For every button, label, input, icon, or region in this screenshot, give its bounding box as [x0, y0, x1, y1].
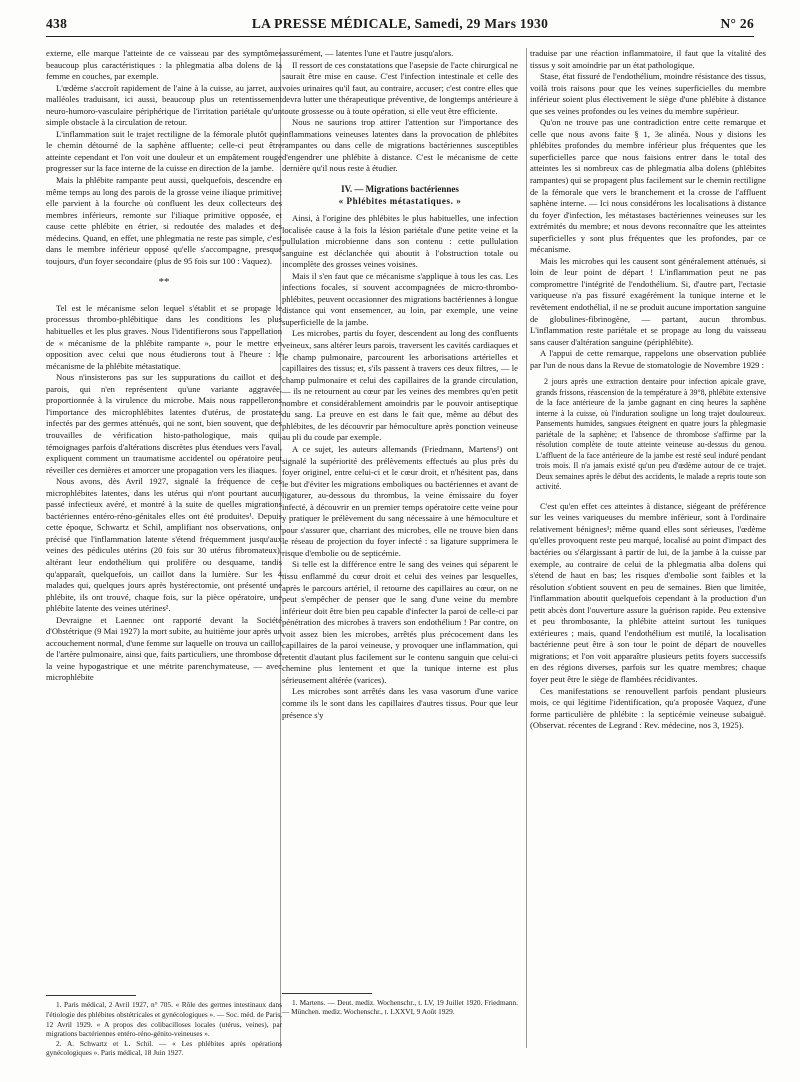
- paragraph: L'inflammation suit le trajet rectiligne de la fémorale plutôt que le chemin détourné de la saphène affluente; celle-ci peut être atteinte cependant et l'on voit une douleur et un empâtement rouge progresser sur la face interne de la cuisse en direction de la jambe.: [46, 128, 282, 174]
- paragraph: assurément, — latentes l'une et l'autre jusqu'alors.: [282, 48, 454, 58]
- section-title: IV. — Migrations bactériennes: [341, 184, 459, 195]
- column-divider: [526, 48, 527, 1048]
- paragraph: traduise par une réaction inflammatoire, il faut que la vitalité des tissus y soit amoindrie par un état pathologique.: [530, 48, 766, 70]
- paragraph: A l'appui de cette remarque, rappelons une observation publiée par l'un de nous dans la Revue de stomatologie de Novembre 1929 :: [530, 348, 766, 370]
- column-left: [46, 48, 282, 1080]
- paragraph: Stase, état fissuré de l'endothélium, moindre résistance des tissus, voilà trois raisons pour que les veines superficielles du membre inférieur soient plus électivement le siège d'une phlébite à distance que ses veines profondes ou les veines du membre supérieur.: [530, 71, 766, 116]
- issue-number: N° 26: [720, 16, 754, 31]
- paragraph: Il ressort de ces constatations que l'asepsie de l'acte chirurgical ne saurait être mise en cause. C'est l'infection intestinale et celle des voies urinaires qu'il faut, au contraire, accuser; c'est contre elles que devra lutter une thérapeutique préventive, de longtemps antérieure à toute grossesse ou à toute opération, si elle veut être efficiente.: [282, 59, 518, 116]
- paragraph: Devraigne et Laennec ont rapporté devant la Société d'Obstétrique (9 Mai 1927) la mort subite, au huitième jour après un accouchement normal, d'une femme sur laquelle on trouva un caillot de l'artère pulmonaire, ainsi que, faits particuliers, une thrombose de la veine hypogastrique et une métrite parenchymateuse, — avec microphlébite: [46, 614, 282, 683]
- section-separator: **: [158, 276, 170, 289]
- paragraph: Qu'on ne trouve pas une contradiction entre cette remarque et celle que nous avons faite § 1, 3e alinéa. Nous y disions les phlébites profondes du membre inférieur plus fréquentes que les superficielles parce que nous faisions entrer dans le total des atteintes les si nombreux cas de phlegmatia alba dolens (phlébites rampantes) qui se propagent plus facilement sur le chemin rectiligne de la fémorale que vers le branchement et la crosse de l'affluent saphène interne. — Ici nous considérons les localisations à distance du foyer d'infection, les métastases bactériennes veineuses sur les extrémités du membre; et nous devons reconnaître que les atteintes superficielles y sont plus fréquentes que les profondes, par ce mécanisme.: [530, 117, 766, 255]
- journal-title: LA PRESSE MÉDICALE, Samedi, 29 Mars 1930: [251, 16, 549, 31]
- footnotes: [282, 985, 518, 1017]
- column-right: [530, 48, 766, 732]
- case-observation: [536, 377, 766, 493]
- observation-text: 2 jours après une extraction dentaire pour infection apicale grave, grands frissons, réascension de la température à 39°8, phlébite extensive de la face antérieure de la jambe gagnant en cinq heures la saphène interne à la cuisse, où l'induration souligne un long trajet douloureux. Pansements humides, sangsues éteignent en quatre jours la phlegmasie pariétale de la saphène; et l'absence de thrombose s'affirme par la résolution complète de toute atteinte veineuse au-dessus du genou. L'affluent de la face antérieure de la jambe est resté seul induré pendant trois mois. Il n'a jamais existé qu'un peu d'œdème autour de ce trajet. Deux semaines après le début des accidents, le malade a repris toute son activité.: [536, 377, 766, 492]
- column-middle: [282, 48, 518, 1080]
- paragraph: Mais les microbes qui les causent sont généralement atténués, si loin de leur point de départ ! L'inflammation peut ne pas compromettre l'intégrité de l'endothélium. Si, d'autre part, l'ectasie variqueuse n'a pas fissuré exagérément la tunique interne et le revêtement endothélial, il ne se produit aucune importation sanguine de globulines-fibrinogène, — partant, aucun thrombus. L'inflammation reste pariétale et se propage au long du vaisseau sans causer d'altération sanguine (périphlébite).: [530, 255, 766, 347]
- paragraph: A ce sujet, les auteurs allemands (Friedmann, Martens¹) ont signalé la supériorité des prélèvements effectués au plus près du foyer originel, entre celui-ci et le cœur droit, et n'hésitent pas, dans le but d'éviter les migrations emboliques ou bactériennes et avant de ligaturer, au-dessous du thrombus, la veine émissaire du foyer infecté, à découvrir en un premier temps opératoire cette veine pour y pratiquer le prélèvement du sang nécessaire à une hémoculture et pour s'assurer que, charriant des microbes, elle ne trouve bien dans le réseau de projection du foyer infecté : sa ligature supprimera le risque d'embolie ou de septicémie.: [282, 443, 518, 558]
- paragraph: Mais il s'en faut que ce mécanisme s'applique à tous les cas. Les infections focales, si souvent accompagnées de micro-thrombo-phlébites, peuvent occasionner des migrations bactériennes à longue distance qui vont ensemencer, au loin, par exemple, une veine superficielle de la jambe.: [282, 270, 518, 327]
- paragraph: externe, elle marque l'atteinte de ce vaisseau par des symptômes beaucoup plus caractéristiques : la phlegmatia alba dolens de la femme en couches, par exemple.: [46, 48, 282, 82]
- footnotes: [46, 987, 282, 1058]
- paragraph: Ces manifestations se renouvellent parfois pendant plusieurs mois, ce qui légitime l'identification, qu'a proposée Vaquez, d'une forme particulière de phlébite : la septicémie veineuse subaiguë. (Observat. récentes de Legrand : Rev. médecine, nos 3, 1925).: [530, 685, 766, 731]
- paragraph: Tel est le mécanisme selon lequel s'établit et se propage le processus thrombo-phlébitique dans les conditions les plus habituelles et les plus graves. Nous l'identifierons sous l'appellation de « mécanisme de la phlébite rampante », pour le mettre en opposition avec celui que nous étudierons tout à l'heure : le mécanisme de la phlébite métastatique.: [46, 302, 282, 371]
- page-number: 438: [46, 16, 68, 31]
- paragraph: Si telle est la différence entre le sang des veines qui séparent le tissu enflammé du cœur droit et celui des veines par lesquelles, après le parcours artériel, il retourne des capillaires au cœur, on ne peut s'empêcher de penser que le sang d'une veine du membre inférieur doit être bien peu capable d'infecter la paroi de celle-ci par pénétration des microbes à travers son endothélium ! Par contre, on voit assez bien les microbes, arrêtés plus précocement dans les capillaires de la paroi veineuse, y provoquer une inflammation, qui retentit d'autant plus facilement sur le contenu sanguin que celui-ci chemine plus lentement et que la tunique interne est plus sérieusement altérée (varices).: [282, 559, 518, 685]
- paragraph: L'œdème s'accroît rapidement de l'aine à la cuisse, au jarret, aux malléoles traduisant, ici aussi, beaucoup plus un retentissement neuro-humoro-vasculaire périphérique de l'irritation pariétale qu'un simple obstacle à la circulation de retour.: [46, 82, 282, 128]
- footnote-rule: [46, 995, 136, 996]
- footnote-rule: [282, 993, 372, 994]
- section-heading: [282, 183, 518, 207]
- footnote: 2. A. Schwartz et L. Schil. — « Les phlébites après opérations gynécologiques ». Paris médical, 18 Juin 1927.: [46, 1038, 282, 1058]
- page-header: [46, 12, 754, 37]
- footnote: 1. Paris médical, 2 Avril 1927, n° 705. « Rôle des germes intestinaux dans l'étiologie des phlébites obstétricales et gynécologiques ». — Soc. méd. de Paris, 12 Avril 1929. « A propos des colibacilloses locales (utérus, veines), par migrations bactériennes entéro-réno-génito-veineuses ».: [46, 1000, 282, 1039]
- paragraph: Les microbes sont arrêtés dans les vasa vasorum d'une varice comme ils le sont dans les capillaires d'autres tissus. Pour que leur présence s'y: [282, 686, 518, 720]
- paragraph: Ainsi, à l'origine des phlébites le plus habituelles, une infection localisée cause à la fois la lésion pariétale d'une petite veine et la pullulation microbienne dans son contenu : cette pullulation sanguine est déclanchée qui aboutit à l'obstruction totale ou incomplète des grosses veines voisines.: [282, 213, 518, 270]
- paragraph: Les microbes, partis du foyer, descendent au long des confluents veineux, sans altérer leurs parois, traversent les cavités cardiaques et le champ pulmonaire, parcourent les arborisations artérielles et capillaires des tissus; et, s'ils passent à travers ces deux filtres, — le champ pulmonaire et celui des capillaires de la grande circulation, — ils ne retournent au cœur par les veines des membres qu'en petit nombre et considérablement amoindris par le pouvoir antiseptique du sang. La preuve en est dans le fait que, même au début des phlébites, de les découvrir par hémoculture après ponction veineuse au pli du coude par exemple.: [282, 328, 518, 443]
- paragraph: Mais la phlébite rampante peut aussi, quelquefois, descendre en même temps au long des parois de la grosse veine iliaque primitive; elle parvient à la fourche où confluent les deux collecteurs des membres inférieurs, remonte sur l'iliaque primitive opposée, et cause cette phlébite en étrier, si redoutée des malades et des médecins. Quand, en effet, une phlegmatia ne reste pas simple, c'est dans le membre inférieur opposé qu'elle s'accompagne, presque toujours, d'un foyer secondaire (plus de 95 fois sur 100 : Vaquez).: [46, 175, 282, 266]
- footnote: 1. Martens. — Deut. mediz. Wochenschr., t. LV, 19 Juillet 1920. Friedmann. — München. mediz. Wochenschr., t. LXXVI, 9 Août 1929.: [282, 997, 518, 1017]
- paragraph: Nous ne saurions trop attirer l'attention sur l'importance des inflammations veineuses latentes dans la provocation de phlébites rampantes ou dans celle de migrations bactériennes susceptibles d'engendrer une phlébite à distance. C'est le mécanisme de cette dernière qu'il nous reste à étudier.: [282, 117, 518, 174]
- section-subtitle: « Phlébites métastatiques. »: [338, 196, 462, 207]
- paragraph: Nous n'insisterons pas sur les suppurations du caillot et des parois, qui n'en représentent qu'une variante aggravée, proportionnée à la virulence du microbe. Mais nous rappellerons l'importance des microphlébites latentes d'utérus, de prostates infectés par des germes atténués, qui ne sont, bien souvent, que des trouvailles de vérification histo-pathologique, mais qui, témoignages parfois d'altérations discrètes plus étendues vers l'aval, expliquent comment un traumatisme accidentel ou opératoire peut réveiller ces dernières et amorcer une propagation vers les iliaques.: [46, 372, 282, 475]
- paragraph: C'est qu'en effet ces atteintes à distance, siégeant de préférence sur les veines variqueuses du membre inférieur, sont à l'ordinaire relativement bénignes¹; même quand elles sont sérieuses, l'œdème qu'elles provoquent reste peu marqué, localisé au point d'impact des bactéries ou s'élargissant à partir de lui, de la jambe à la cuisse par exemple, au contraire de celui de la phlegmatia alba dolens qui s'étend de haut en bas; les risques d'embolie sont faibles et la résolution s'obtient souvent en peu de semaines. Bien que limitée, l'inflammation aboutit quelquefois cependant à la production d'un petit abcès dont l'ouverture assure la guérison rapide. Peu extensive et peu thrombosante, la phlébite atteint surtout les tuniques extérieures ; mais, quand l'endothélium est mutilé, la localisation bactérienne peut être à son tour le point de départ de nouvelles migrations; et l'on voit apparaître plusieurs petits foyers successifs en des régions diverses, parfois sur les quatre membres; chaque foyer peut être le siège de flambées récidivantes.: [530, 500, 766, 685]
- paragraph: Nous avons, dès Avril 1927, signalé la fréquence de ces microphlébites latentes, dans les utérus qui n'ont pourtant aucun passé infectieux avéré, et montré à la suite de quelles migrations bactériennes entéro-réno-génitales elles ont été produites¹. Depuis cette époque, Schwartz et Schil, amplifiant nos observations, ont précisé que l'inflammation latente s'étend fréquemment jusqu'aux veines des pédicules utérins (20 fois sur 30 utérus fibromateux), altérant leur endothélium qui prolifère ou desquame, tandis qu'apparaît, quelquefois, un caillot dans la lumière. Sur les 4 malades qui, quelques jours après hystérectomie, ont présenté une phlébite, ils ont trouvé, chaque fois, sur la pièce opératoire, une phlébite latente des veines utérines².: [46, 476, 282, 614]
